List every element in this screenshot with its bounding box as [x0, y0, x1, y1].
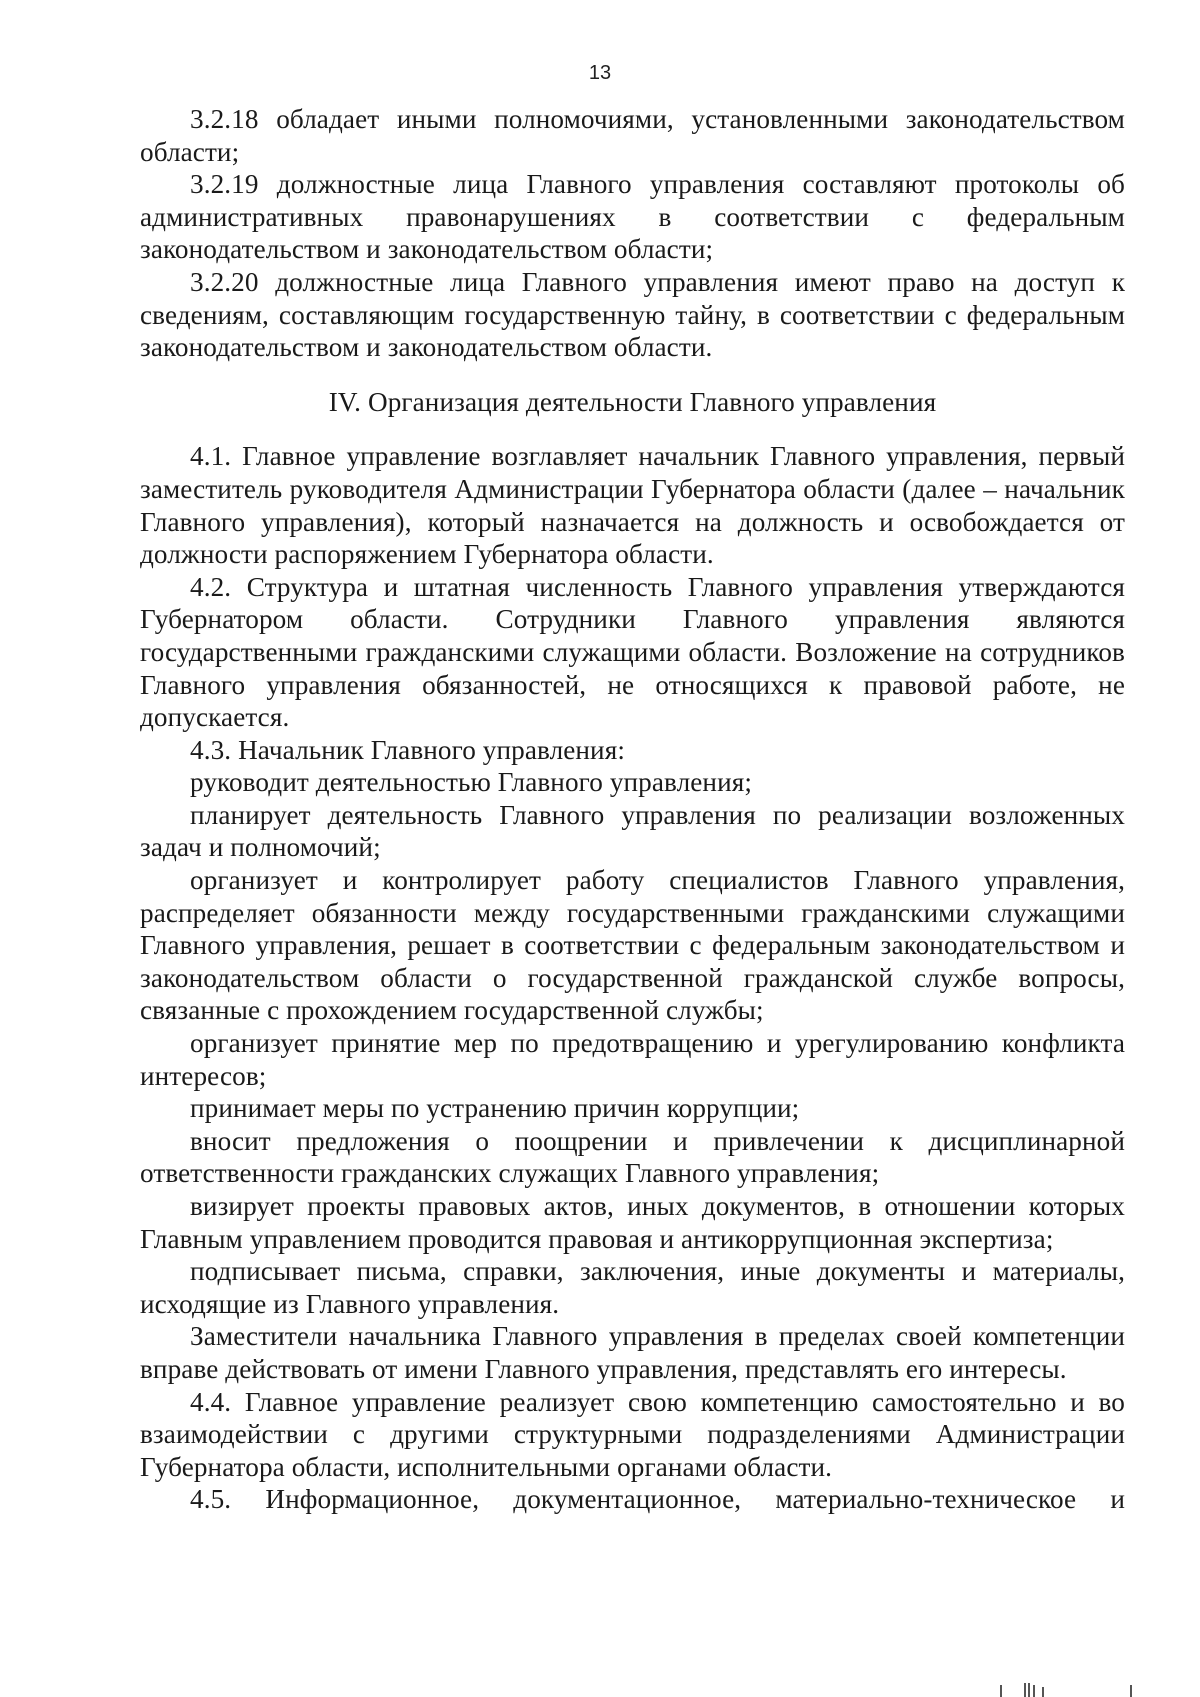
paragraph-4-3-item: организует и контролирует работу специалистов Главного управления, распределяет обязанности между государственными гражданскими служащими Главного управления, решает в соответствии с федеральным законодательством и законодательством области о государственной гражданской службе вопросы, связанные с прохождением государственной службы;: [140, 865, 1125, 1026]
paragraph-4-3-item: вносит предложения о поощрении и привлечении к дисциплинарной ответственности гражданских служащих Главного управления;: [140, 1125, 1125, 1189]
paragraph-4-3-deputies: Заместители начальника Главного управления в пределах своей компетенции вправе действовать от имени Главного управления, представлять его интересы.: [140, 1321, 1125, 1384]
section-heading: IV. Организация деятельности Главного управления: [328, 386, 937, 417]
paragraph-4-3-item: организует принятие мер по предотвращению и урегулированию конфликта интересов;: [140, 1028, 1125, 1091]
paragraph-3-2-20: 3.2.20 должностные лица Главного управления имеют право на доступ к сведениям, составляющим государственную тайну, в соответствии с федеральным законодательством и законодательством области.: [140, 266, 1125, 363]
paragraph-4-3-item: визирует проекты правовых актов, иных документов, в отношении которых Главным управлением проводится правовая и антикоррупционная экспертиза;: [140, 1191, 1125, 1254]
paragraph-4-3-item: планирует деятельность Главного управления по реализации возложенных задач и полномочий;: [140, 799, 1125, 863]
paragraph-4-4: 4.4. Главное управление реализует свою компетенцию самостоятельно и во взаимодействии с другими структурными подразделениями Администрации Губернатора области, исполнительными органами области.: [140, 1386, 1125, 1482]
paragraph-3-2-18: 3.2.18 обладает иными полномочиями, установленными законодательством области;: [140, 104, 1125, 167]
paragraph-4-3: 4.3. Начальник Главного управления:: [190, 734, 625, 765]
document-body: [140, 103, 1125, 1516]
paragraph-4-5: 4.5. Информационное, документационное, материально-техническое и: [190, 1484, 1125, 1515]
scan-artifact: [980, 1683, 1140, 1697]
paragraph-4-2: 4.2. Структура и штатная численность Главного управления утверждаются Губернатором области. Сотрудники Главного управления являются государственными гражданскими служащими области. Возложение на сотрудников Главного управления обязанностей, не относящихся к правовой работе, не допускается.: [140, 571, 1125, 733]
paragraph-4-3-item: руководит деятельностью Главного управления;: [190, 767, 752, 798]
paragraph-4-3-item: принимает меры по устранению причин коррупции;: [190, 1093, 800, 1124]
paragraph-4-1: 4.1. Главное управление возглавляет начальник Главного управления, первый заместитель руководителя Администрации Губернатора области (далее – начальник Главного управления), который назначается на должность и освобождается от должности распоряжением Губернатора области.: [140, 441, 1125, 570]
paragraph-4-3-item: подписывает письма, справки, заключения, иные документы и материалы, исходящие из Главного управления.: [140, 1256, 1125, 1319]
paragraph-3-2-19: 3.2.19 должностные лица Главного управления составляют протоколы об административных правонарушениях в соответствии с федеральным законодательством и законодательством области;: [140, 169, 1125, 265]
page-number: 13: [588, 62, 612, 84]
